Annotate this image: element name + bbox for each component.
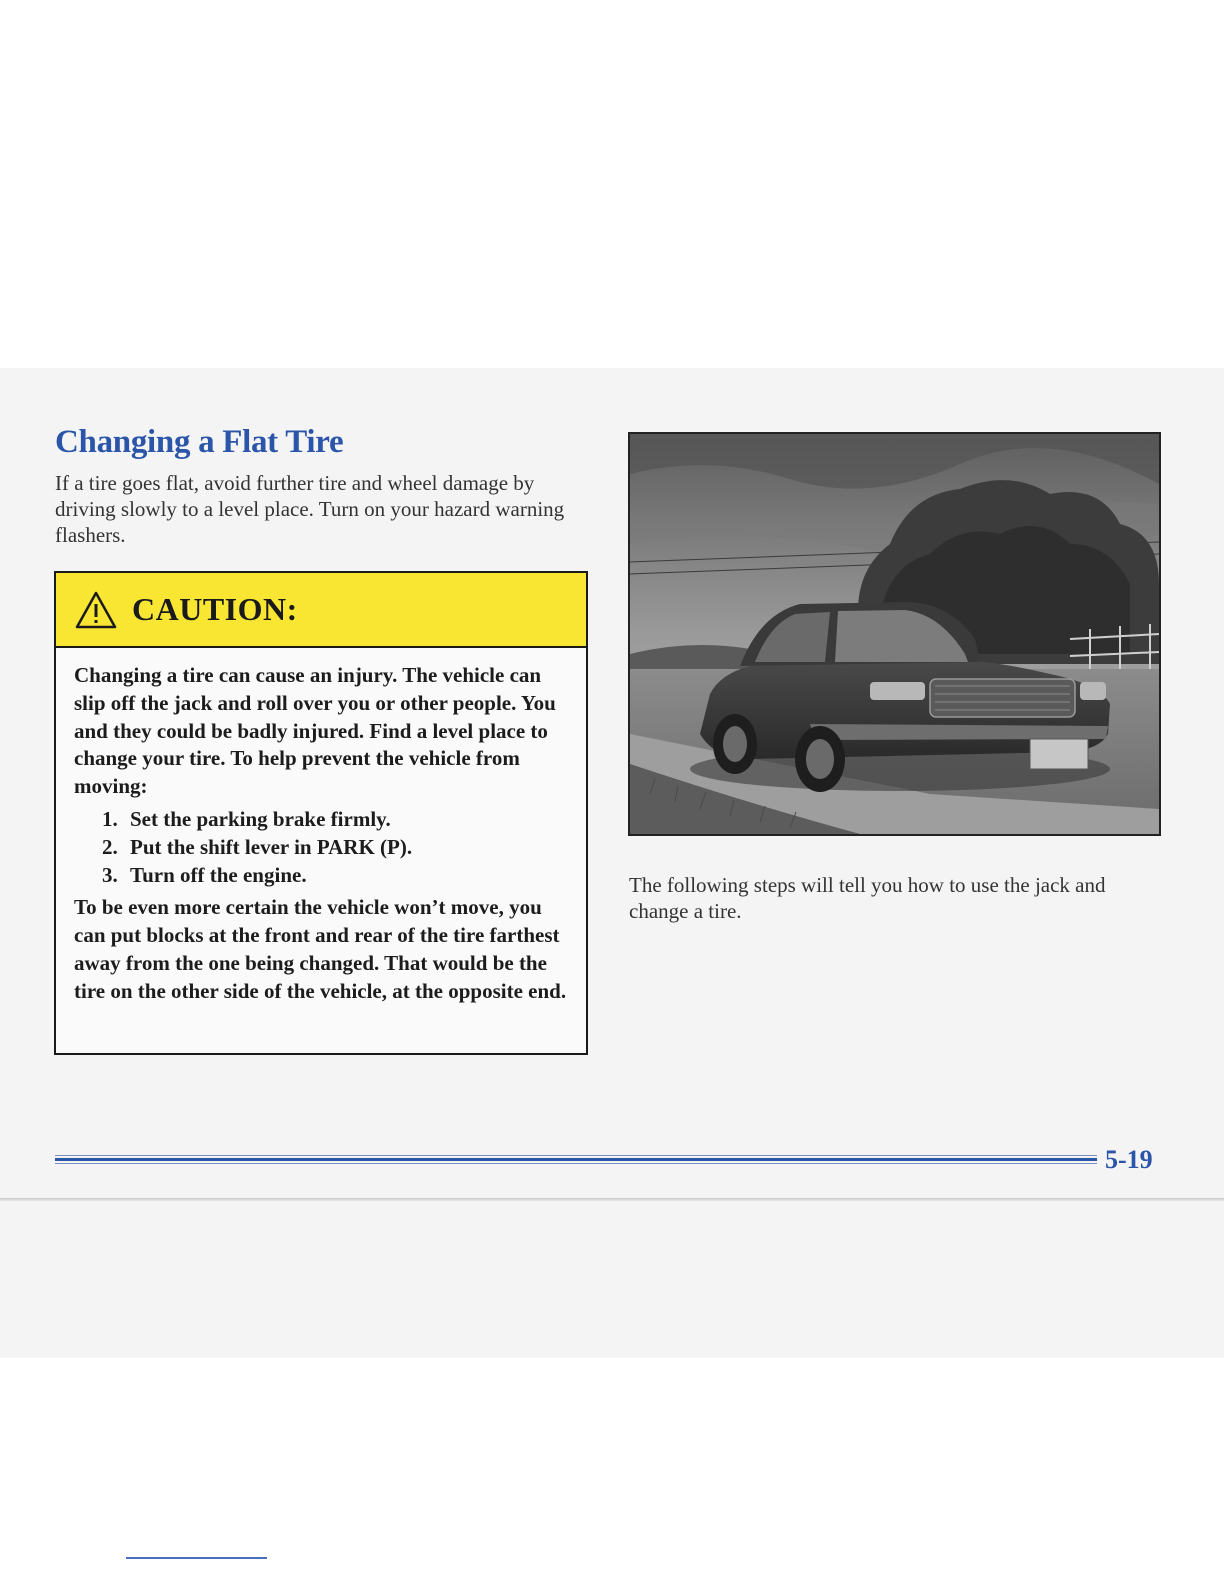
- caution-paragraph-2: To be even more certain the vehicle won’t move, you can put blocks at the front and rear of the tire farthest away from the one being changed. That would be the tire on the other side of the vehicle, at the opposite end.: [74, 895, 567, 1003]
- step-text: Put the shift lever in PARK (P).: [130, 834, 413, 859]
- caution-step: [74, 806, 568, 834]
- caution-box: [54, 571, 588, 1055]
- car-photo: [628, 432, 1161, 836]
- step-number: 3.: [102, 862, 118, 887]
- footer-rule-line: [55, 1158, 1097, 1161]
- step-text: Turn off the engine.: [130, 862, 307, 887]
- footer-rule-line: [55, 1155, 1097, 1156]
- caution-body: [56, 648, 586, 1006]
- page-title: Changing a Flat Tire: [55, 424, 344, 460]
- step-number: 2.: [102, 834, 118, 859]
- caution-title: CAUTION:: [132, 591, 298, 627]
- warning-triangle-icon: [74, 590, 118, 630]
- page-edge-shadow: [0, 1198, 1224, 1201]
- footer-rule-line: [55, 1163, 1097, 1164]
- caution-step: [74, 834, 568, 862]
- caution-header: [56, 573, 586, 648]
- car-on-roadside-illustration: [630, 434, 1159, 834]
- step-text: Set the parking brake firmly.: [130, 806, 391, 831]
- caution-steps: [74, 806, 568, 889]
- caution-paragraph-1: Changing a tire can cause an injury. The vehicle can slip off the jack and roll over you or other people. You and they could be badly injured. Find a level place to change your tire. To help prevent the vehicle from moving:: [74, 663, 556, 799]
- intro-paragraph: If a tire goes flat, avoid further tire and wheel damage by driving slowly to a level place. Turn on your hazard warning flashers.: [55, 471, 565, 547]
- step-number: 1.: [102, 806, 118, 831]
- page-number: 5-19: [1105, 1145, 1153, 1174]
- caution-step: [74, 862, 568, 890]
- right-column-paragraph: The following steps will tell you how to use the jack and change a tire.: [629, 873, 1106, 923]
- footer-rule: [55, 1155, 1097, 1165]
- bottom-underline: [126, 1557, 267, 1559]
